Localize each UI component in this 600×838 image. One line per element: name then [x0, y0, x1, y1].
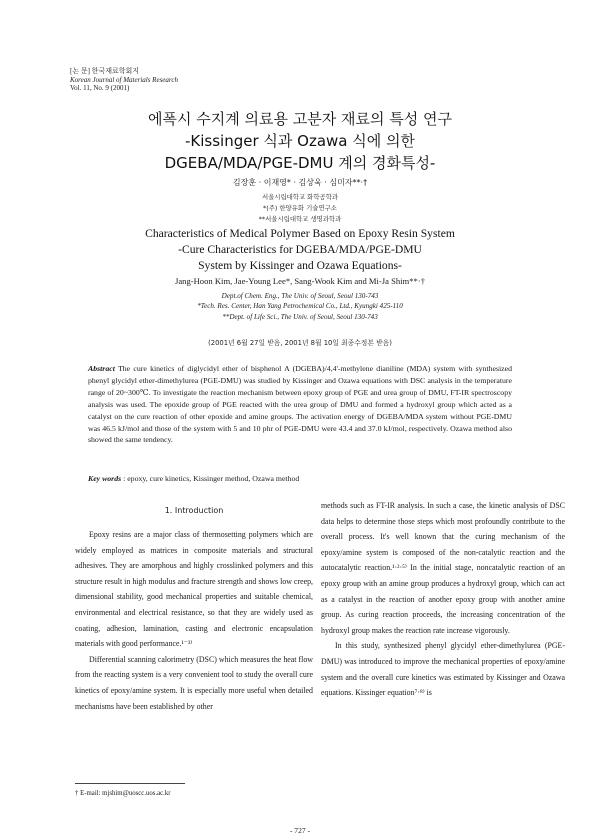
- received-dates: (2001년 6월 27일 받음, 2001년 8월 10일 최종수정본 받음): [208, 339, 392, 347]
- journal-korean-name: [논 문] 한국재료학회지: [70, 67, 140, 75]
- body-paragraph: In this study, synthesized phenyl glycidyl ether-dimethylurea (PGE-DMU) was introduced to improve the mechanical properties of epoxy/amine system and the overall cure kinetics was estimated by Kissinger and Ozawa equations. Kissinger equation⁷·⁸⁾ is: [321, 641, 565, 698]
- english-title-line: System by Kissinger and Ozawa Equations-: [198, 259, 402, 272]
- korean-affiliation: 서울시립대학교 화학공학과: [261, 193, 339, 201]
- english-title-line: -Cure Characteristics for DGEBA/MDA/PGE-DMU: [178, 243, 422, 256]
- korean-authors: 김장훈 · 이재영* · 김상욱 · 심미자**·†: [232, 178, 368, 187]
- body-paragraph: Epoxy resins are a major class of thermosetting polymers which are widely employed as matrices in composite materials and structural adhesives. They are amorphous and highly crosslinked polymers and this structure result in high modulus and fracture strength and shows low creep, dimensional stability, good mechanical properties and suitable chemical, environmental and electrical resistance, so that they are widely used as coating, adhesion, lamination, casting and electronic encapsulation materials with good performance.¹⁻³⁾: [75, 530, 313, 649]
- korean-affiliations: [0, 192, 600, 225]
- section-heading: 1. Introduction: [164, 506, 224, 515]
- english-title: [0, 226, 600, 274]
- right-column: [321, 498, 565, 701]
- keywords-label: Key words: [88, 474, 122, 483]
- korean-title-line: -Kissinger 식과 Ozawa 식에 의한: [185, 132, 415, 150]
- korean-title: [0, 108, 600, 174]
- footnote-rule: [75, 783, 185, 784]
- abstract-text: The cure kinetics of diglycidyl ether of bisphenol A (DGEBA)/4,4'-methylene dianiline (MDA) system with synthesized phenyl glycidyl ether-dimethylurea (PGE-DMU) was studied by Kissinger and Ozawa equations with DSC analysis in the temperature range of 20~300℃. To investigate the reaction mechanism between epoxy group of PGE and urea group of DMU, FT-IR spectroscopy analysis was used. The epoxide group of PGE reacted with the urea group of DMU and formed a hydroxyl group which acted as a catalyst on the cure reaction of other epoxide and amine groups. The activation energy of DGEBA/MDA system without PGE-DMU was 46.5 kJ/mol and those of the system with 5 and 10 phr of PGE-DMU were 43.4 and 37.0 kJ/mol, respectively. Ozawa method also showed the same tendency.: [88, 364, 512, 445]
- body-paragraph: methods such as FT-IR analysis. In such a case, the kinetic analysis of DSC data helps to determine those steps which most profoundly contribute to the overall process. It's well known that the curing mechanism of the epoxy/amine system is composed of the non-catalytic reaction and the autocatalytic reaction.¹·²·⁵⁾ In the initial stage, noncatalytic reaction of an epoxy group with an amine group produces a hydroxyl group, which can act as a catalyst in the reaction of another epoxy group with another amine group. As curing reaction proceeds, the increasing concentration of the hydroxyl group makes the reaction rate increase vigorously.: [321, 501, 565, 635]
- korean-affiliation: **서울시립대학교 생명과학과: [258, 215, 342, 223]
- english-title-line: Characteristics of Medical Polymer Based on Epoxy Resin System: [145, 227, 455, 240]
- korean-title-line: DGEBA/MDA/PGE-DMU 계의 경화특성-: [164, 154, 436, 172]
- page-number: - 727 -: [289, 826, 311, 835]
- footnote-email: † E-mail: mjshim@uoscc.uos.ac.kr: [75, 790, 171, 797]
- keywords-text: : epoxy, cure kinetics, Kissinger method, Ozawa method: [123, 474, 300, 483]
- body-paragraph: Differential scanning calorimetry (DSC) which measures the heat flow from the reacting system is a very convenient tool to study the overall cure kinetics of epoxy/amine system. It is especially more useful when detailed mechanisms have been established by other: [75, 654, 313, 711]
- english-affiliation: Dept.of Chem. Eng., The Univ. of Seoul, Seoul 130-743: [221, 292, 379, 300]
- abstract-label: Abstract: [88, 364, 115, 373]
- english-affiliations: [0, 291, 600, 322]
- english-affiliation: *Tech. Res. Center, Han Yang Petrochemical Co., Ltd., Kyungki 425-110: [197, 302, 403, 311]
- journal-english-name: Korean Journal of Materials Research: [70, 75, 178, 84]
- journal-header: [70, 67, 178, 93]
- abstract: [88, 363, 512, 446]
- keywords: [88, 474, 512, 484]
- journal-volume: Vol. 11, No. 9 (2001): [70, 84, 130, 93]
- english-authors: Jang-Hoon Kim, Jae-Young Lee*, Sang-Wook Kim and Mi-Ja Shim**·†: [174, 276, 425, 286]
- korean-affiliation: *(주) 한양유화 기술연구소: [263, 204, 337, 212]
- left-column: [75, 499, 313, 714]
- korean-title-line: 에폭시 수지계 의료용 고분자 재료의 특성 연구: [148, 110, 452, 128]
- english-affiliation: **Dept. of Life Sci., The Univ. of Seoul, Seoul 130-743: [222, 312, 378, 321]
